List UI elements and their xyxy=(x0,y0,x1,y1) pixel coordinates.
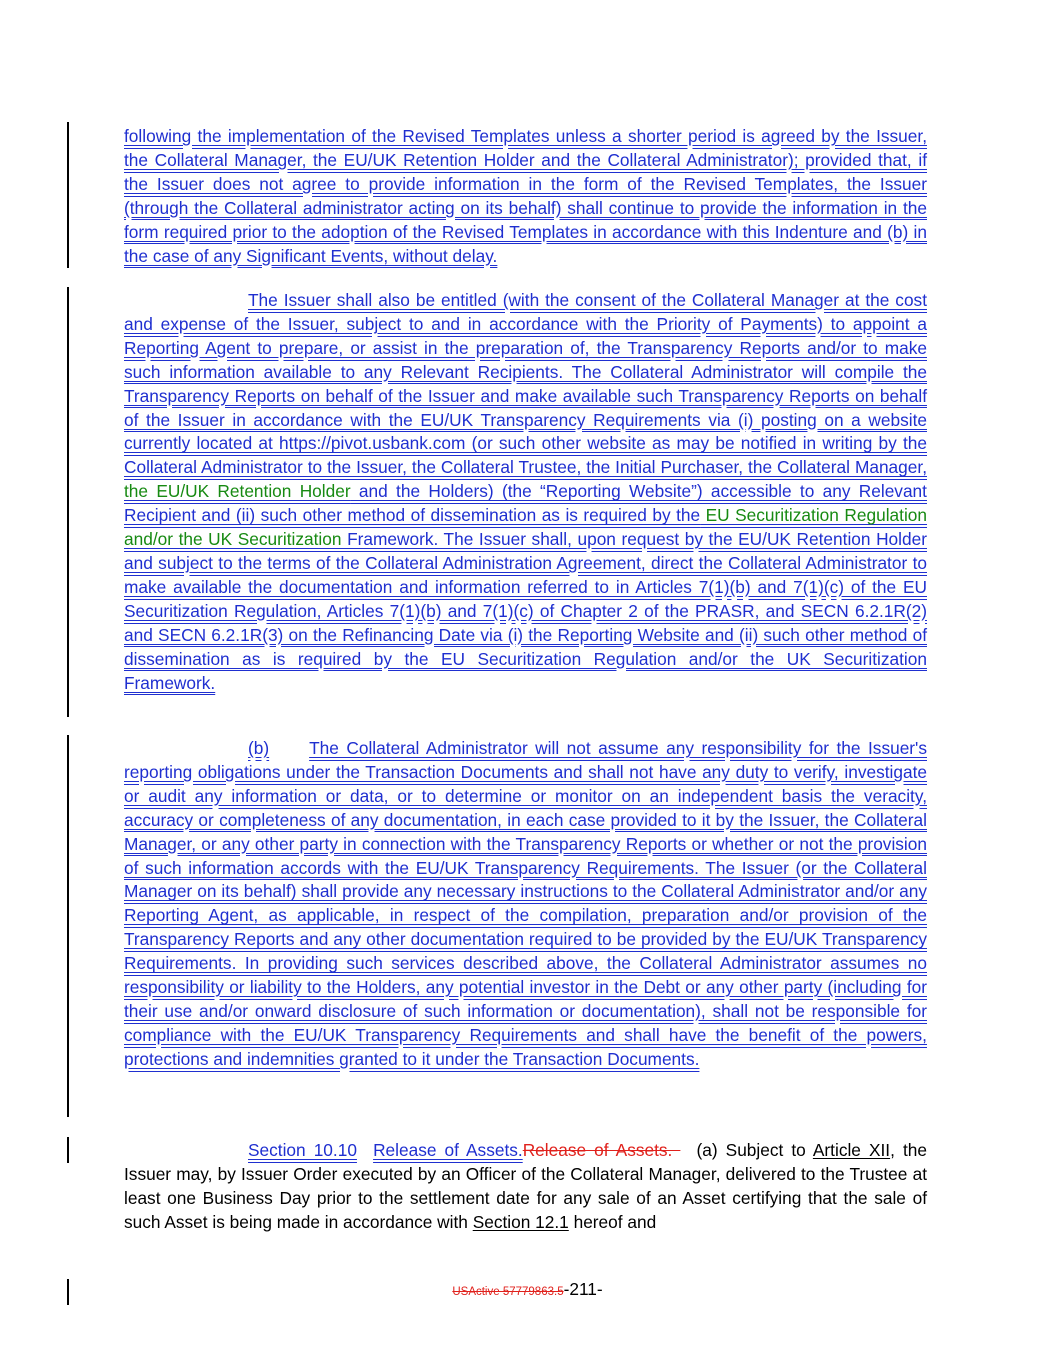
body-text: hereof and xyxy=(568,1211,657,1232)
section-reference: Section 12.1 xyxy=(472,1211,569,1232)
paragraph-collateral-administrator xyxy=(124,737,927,1072)
paragraph-reporting-agent xyxy=(124,289,927,695)
change-bar xyxy=(67,1137,69,1163)
deleted-text: Release of Assets. xyxy=(522,1140,681,1160)
change-bar xyxy=(67,735,69,1117)
body-text: , the Issuer may, by Issuer Order executed by an Officer of the Collateral Manager, delivered to the Trustee at least one Business Day prior to the settlement date for any sale of an Asset certifying that the sale of such Asset is being made in accordance with xyxy=(124,1140,927,1232)
page-footer xyxy=(0,1279,1055,1300)
deleted-document-id: USActive 57779863.5 xyxy=(452,1286,564,1298)
inserted-text: The Issuer shall also be entitled (with the consent of the Collateral Manager at the cost and expense of the Issuer, subject to and in accordance with the Priority of Payments) to appoint a Reporting Agent to prepare, or assist in the preparation of, the Transparency Reports and/or to make such information available to any Relevant Recipients. The Collateral Administrator will compile the Transparency Reports on behalf of the Issuer and make available such Transparency Reports on behalf of the Issuer in accordance with the EU/UK Transparency Requirements via (i) posting on a website currently located at https://pivot.usbank.com (or such other website as may be notified in writing by the Collateral Administrator to the Issuer, the Collateral Trustee, the Initial Purchaser, the Collateral Manager, xyxy=(124,290,927,478)
moved-text: the EU/UK Retention Holder xyxy=(124,481,351,502)
inserted-text: and the Holders) (the “Reporting Website”) accessible to any Relevant Recipient and (ii) such other method of dissemination as is required by the xyxy=(124,481,927,526)
moved-text: EU Securitization Regulation and/or the UK Securitization xyxy=(124,505,928,550)
paragraph-revised-templates xyxy=(124,125,927,268)
page-number: -211- xyxy=(563,1279,603,1299)
clause-label: (b) xyxy=(248,738,270,758)
inserted-text: Framework. The Issuer shall, upon request by the EU/UK Retention Holder and subject to the terms of the Collateral Administration Agreement, direct the Collateral Administrator to make available the documentation and information referred to in Articles 7(1)(b) and 7(1)(c) of the EU Securitization Regulation, Articles 7(1)(b) and 7(1)(c) of Chapter 2 of the PRASR, and SECN 6.2.1R(2) and SECN 6.2.1R(3) on the Refinancing Date via (i) the Reporting Website and (ii) such other method of dissemination as is required by the EU Securitization Regulation and/or the UK Securitization Framework. xyxy=(124,529,927,693)
change-bar xyxy=(67,287,69,717)
body-text: (a) Subject to xyxy=(696,1140,813,1160)
section-number: Section 10.10 xyxy=(248,1140,357,1160)
section-heading: Release of Assets. xyxy=(373,1140,523,1160)
inserted-text: The Collateral Administrator will not assume any responsibility for the Issuer's reporting obligations under the Transaction Documents and shall not have any duty to verify, investigate or audit any information or data, or to determine or monitor on an independent basis the veracity, accuracy or completeness of any documentation, in each case provided to it by the Issuer, the Collateral Manager, or any other party in connection with the Transparency Reports or whether or not the provision of such information accords with the EU/UK Transparency Requirements. The Issuer (or the Collateral Manager on its behalf) shall provide any necessary instructions to the Collateral Administrator and/or any Reporting Agent, as applicable, in respect of the compilation, preparation and/or provision of the Transparency Reports and any other documentation required to be provided by the EU/UK Transparency Requirements. In providing such services described above, the Collateral Administrator assumes no responsibility or liability to the Holders, any potential investor in the Debt or any other party (including for their use and/or onward disclosure of such information or documentation), shall not be responsible for compliance with the EU/UK Transparency Requirements and shall have the benefit of the powers, protections and indemnities granted to it under the Transaction Documents. xyxy=(124,738,927,1069)
inserted-text: following the implementation of the Revised Templates unless a shorter period is agreed by the Issuer, the Collateral Manager, the EU/UK Retention Holder and the Collateral Administrator); provided that, if the Issuer does not agree to provide information in the form of the Revised Templates, the Issuer (through the Collateral administrator acting on its behalf) shall continue to provide the information in the form required prior to the adoption of the Revised Templates in accordance with this Indenture and (b) in the case of any Significant Events, without delay. xyxy=(124,126,927,266)
change-bar xyxy=(67,122,69,268)
paragraph-section-10-10 xyxy=(124,1139,927,1235)
article-reference: Article XII xyxy=(812,1140,891,1160)
